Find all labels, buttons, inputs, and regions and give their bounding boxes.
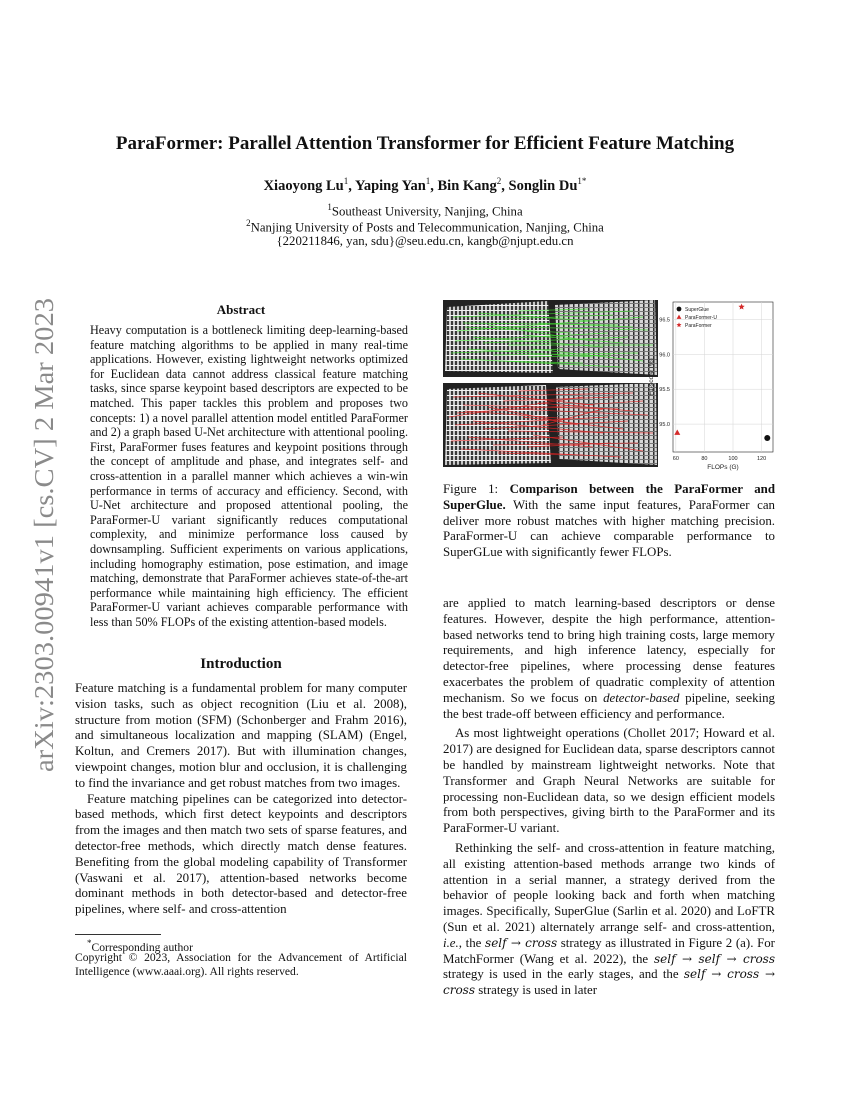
figure-1-chart [640,296,780,472]
arxiv-stamp-text: arXiv:2303.00941v1 [cs.CV] 2 Mar 2023 [29,323,59,772]
author-name: Songlin Du [508,177,578,194]
data-point [764,435,770,441]
right-paragraph-3: Rethinking the self- and cross-attention in feature matching, all existing attention-based methods arrange two kinds of attention in a serial manner, a strategy derived from the behavior of people looking back and forth when matching images. Specifically, SuperGlue (Sarlin et al. 2020) and LoFTR (Sun et al. 2021) alternately arrange self- and cross-attention, i.e., the self → cross strategy as illustrated in Figure 2 (a). For MatchFormer (Wang et al. 2022), the self → self → cross strategy is used in the early stages, and the self → cross → cross strategy is used in later [443,840,775,998]
affiliation-2: $^2$Nanjing University of Posts and Telecommunication, Nanjing, China [246,218,604,235]
abstract-heading: Abstract [216,302,266,317]
caption-label: Figure 1: [443,482,510,496]
x-tick-label: 120 [756,456,767,462]
paper-title: ParaFormer: Parallel Attention Transformer for Efficient Feature Matching [115,133,735,154]
y-tick-label: 96.5 [659,317,670,324]
arxiv-stamp [8,296,68,776]
right-paragraph-1: are applied to match learning-based descriptors or dense features. However, despite the high performance, attention-based networks tend to bring high training costs, large memory requirements, and high inference latency, especially for detector-free pipelines, where processing dense features exacerbates the problem of quadratic complexity of attention mechanism. So we focus on detector-based pipeline, seeking the best trade-off between efficiency and performance. [443,596,775,721]
intro-paragraph-1: Feature matching is a fundamental problem for many computer vision tasks, such as object recognition (Liu et al. 2008), structure from motion (SFM) (Schonberger and Frahm 2016), and simultaneous localization and mapping (SLAM) (Engel, Koltun, and Cremers 2017). But with illumination changes, viewpoint changes, motion blur and occlusion, it is challenging to find the invariance and get robust matches from two images. [75,681,407,790]
copyright-notice: Copyright © 2023, Association for the Advancement of Artificial Intelligence (www.aaai.org). All rights reserved. [75,951,407,978]
caption-bold: Comparison between the ParaFormer and SuperGlue. [443,482,775,512]
y-tick-label: 96.0 [659,352,670,359]
footnote: *Corresponding author [87,938,193,954]
x-tick-label: 60 [672,456,679,462]
introduction-body [75,681,407,918]
author-name: Xiaoyong Lu [263,177,344,194]
introduction-heading: Introduction [200,656,282,672]
figure-1-caption [443,482,775,561]
footnote-divider [75,934,161,935]
affiliation-1: $^1$Southeast University, Nanjing, China [327,202,523,219]
x-axis-label: FLOPs (G) [707,464,739,471]
y-tick-label: 95.5 [659,387,670,394]
legend-entry: ParaFormer-U [685,315,717,321]
abstract-text: Heavy computation is a bottleneck limiting deep-learning-based feature matching algorithms to be applied in many real-time applications. However, existing lightweight networks optimized for Euclidean data cannot address classical feature matching tasks, since sparse keypoint based descriptors are expected to be matched. This paper tackles this problem and proposes two concepts: 1) a novel parallel attention model entitled ParaFormer and 2) a graph based U-Net architecture with attentional pooling. First, ParaFormer fuses features and keypoint positions through the concept of amplitude and phase, and integrates self- and cross-attention in a parallel manner which achieves a win-win performance in terms of accuracy and efficiency. Second, with U-Net architecture and proposed attentional pooling, the ParaFormer-U variant significantly reduces computational complexity, and minimize performance loss caused by downsampling. Sufficient experiments on various applications, including homography estimation, pose estimation, and image matching, demonstrate that ParaFormer achieves state-of-the-art performance while maintaining high efficiency. The efficient ParaFormer-U variant achieves comparable performance with less than 50% FLOPs of the existing attention-based models. [90,323,408,629]
author-list: Xiaoyong Lu$^1$, Yaping Yan$^1$, Bin Kang$^2$, Songlin $Du^{1*}$ [263,176,587,194]
x-tick-label: 80 [701,456,708,462]
author-emails: {220211846, yan, sdu}@seu.edu.cn, kangb@njupt.edu.cn [276,234,574,248]
right-paragraph-2: As most lightweight operations (Chollet 2017; Howard et al. 2017) are designed for Euclidean data, sparse descriptors cannot be handled by mainstream lightweight networks. Note that Transformer and Graph Neural Networks are suitable for processing non-Euclidean data, so we design efficient models from both perspectives, giving birth to the ParaFormer and its ParaFormer-U variant. [443,726,775,836]
caption-rest: With the same input features, ParaFormer can deliver more robust matches with higher matching precision. ParaFormer-U can achieve comparable performance to SuperGLue with significantly fewer FLOPs. [443,497,775,560]
legend-marker [677,307,682,312]
right-column-body [443,596,775,999]
x-tick-label: 100 [728,456,738,462]
figure-1-match-visualization [443,297,658,469]
intro-paragraph-2: Feature matching pipelines can be categorized into detector-based methods, which first detect keypoints and descriptors from the images and then match two sets of sparse features, and detector-free methods, which directly match dense features. Benefiting from the global modeling capability of Transformer (Vaswani et al. 2017), attention-based networks become dominant methods in both detector-based and detector-free pipelines, where self- and cross-attention [75,791,407,917]
author-name: Yaping Yan [354,177,426,194]
legend-entry: ParaFormer [685,323,712,329]
author-name: Bin Kang [437,177,497,194]
legend-entry: SuperGlue [685,307,709,313]
y-axis-label: F1-score (%) [648,358,655,396]
abstract-body [90,323,408,629]
y-tick-label: 95.0 [659,422,670,429]
